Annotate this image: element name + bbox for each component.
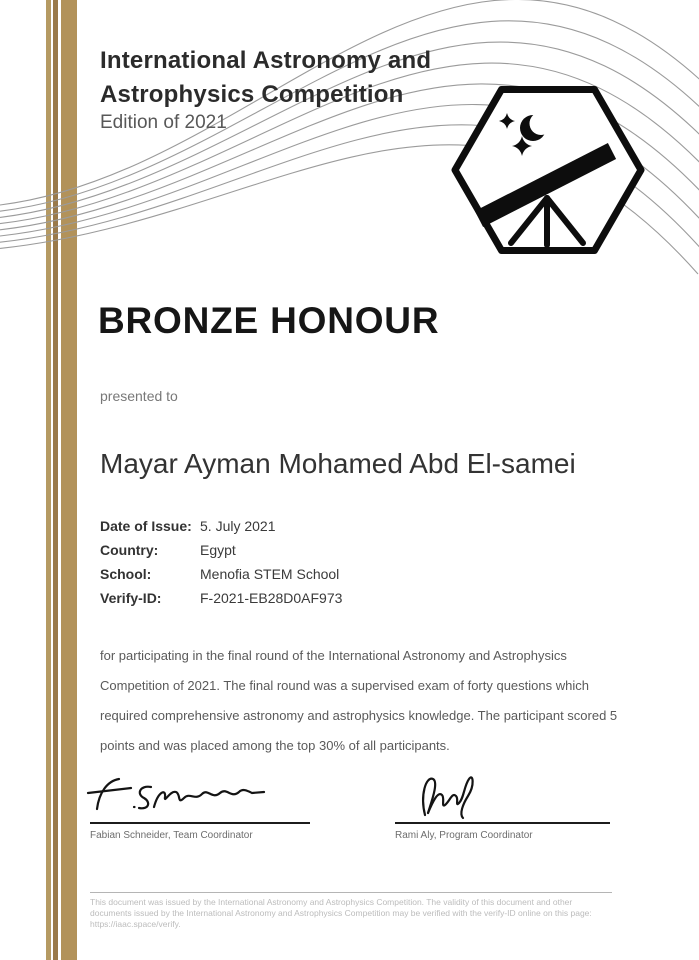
- detail-value-date: 5. July 2021: [200, 518, 276, 534]
- detail-label-country: Country:: [100, 542, 159, 558]
- table-row: [100, 538, 342, 562]
- organization-title: [100, 44, 431, 112]
- logo-hexagon: [455, 90, 641, 251]
- swoosh-arcs: [0, 0, 699, 274]
- organization-title-line1: International Astronomy and: [100, 47, 432, 74]
- signature-rami-handwriting: [423, 777, 472, 818]
- signature-label-program-coordinator: Rami Aly, Program Coordinator: [395, 830, 533, 841]
- star-icon-small: [499, 113, 515, 129]
- details-table: [100, 514, 342, 610]
- telescope-icon: [479, 151, 612, 245]
- footer-fine-print: This document was issued by the International Astronomy and Astrophysics Competition. The validity of this document and other documents issued by the International Astronomy and Astrophysics Competition may be verified with the verify-ID online on this page: https://iaac.space/verify.: [90, 897, 592, 929]
- gold-stripe-wide: [61, 0, 77, 960]
- signature-line-left: [90, 822, 310, 824]
- gold-stripe-thin-1: [46, 0, 51, 960]
- presented-to-label: presented to: [100, 388, 178, 404]
- participation-paragraph: for participating in the final round of the International Astronomy and Astrophysics Competition of 2021. The final round was a supervised exam of forty questions which required comprehensive astronomy and astrophysics knowledge. The participant scored 5 points and was placed among the top 30% of all participants.: [100, 648, 618, 753]
- star-icon-large: [512, 136, 532, 156]
- detail-value-verify-id: F-2021-EB28D0AF973: [200, 590, 343, 606]
- signature-label-team-coordinator: Fabian Schneider, Team Coordinator: [90, 830, 253, 841]
- organization-title-line2: Astrophysics Competition: [100, 81, 404, 108]
- table-row: [100, 514, 342, 538]
- detail-label-school: School:: [100, 566, 152, 582]
- edition-subtitle: Edition of 2021: [100, 112, 227, 133]
- gold-stripe-thin-2: [53, 0, 58, 960]
- table-row: [100, 586, 342, 610]
- table-row: [100, 562, 342, 586]
- honour-title: BRONZE HONOUR: [98, 300, 440, 341]
- detail-label-date: Date of Issue:: [100, 518, 192, 534]
- signature-line-right: [395, 822, 610, 824]
- detail-value-country: Egypt: [200, 542, 236, 558]
- footer-divider: [90, 892, 612, 893]
- iaac-logo: [455, 90, 641, 251]
- detail-label-verify-id: Verify-ID:: [100, 590, 162, 606]
- recipient-name: Mayar Ayman Mohamed Abd El-samei: [100, 448, 576, 479]
- detail-value-school: Menofia STEM School: [200, 566, 340, 582]
- signature-schneider-handwriting: [88, 779, 264, 809]
- crescent-moon-icon: [520, 112, 553, 141]
